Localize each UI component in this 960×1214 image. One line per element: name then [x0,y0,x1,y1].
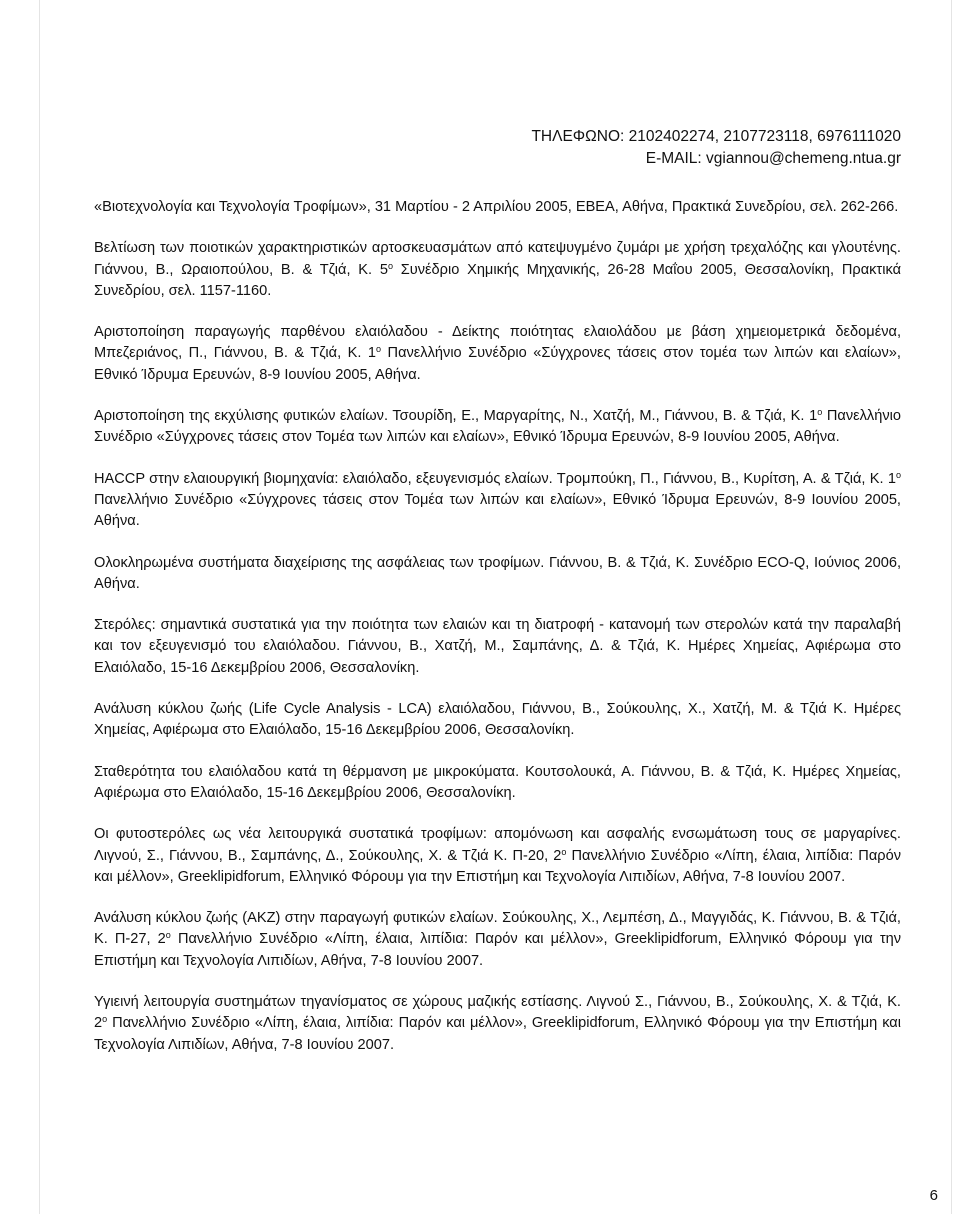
entry-text: Ανάλυση κύκλου ζωής (ΑΚΖ) στην παραγωγή φυτικών ελαίων. Σούκουλης, Χ., Λεμπέση, Δ., Μαγγιδάς, Κ. Γιάννου, Β. & Τζιά, Κ. Π-27, 2 [94,910,901,948]
publication-entry [94,322,901,386]
page-number: 6 [929,1187,938,1204]
entry-text-cont: Πανελλήνιο Συνέδριο «Λίπη, έλαια, λιπίδια: Παρόν και μέλλον», Greeklipidforum, Ελληνικό Φόρουμ για την Επιστήμη και Τεχνολογία Λιπιδίων, Αθήνα, 7-8 Ιουνίου 2007. [94,931,902,969]
entry-ordinal: ο [376,344,382,355]
entry-ordinal: ο [102,1014,108,1025]
entry-text: Βελτίωση των ποιοτικών χαρακτηριστικών αρτοσκευασμάτων από κατεψυγμένο ζυμάρι με χρήση τρεχαλόζης και γλουτένης. Γιάννου, Β., Ωραιοπούλου, Β. & Τζιά, Κ. 5 [94,240,901,278]
email-line: E-MAIL: vgiannou@chemeng.ntua.gr [645,150,901,167]
entry-text: Αριστοποίηση της εκχύλισης φυτικών ελαίων. Τσουρίδη, Ε., Μαργαρίτης, Ν., Χατζή, Μ., Γιάννου, Β. & Τζιά, Κ. 1 [94,408,818,425]
entry-text: Οι φυτοστερόλες ως νέα λειτουργικά συστατικά τροφίμων: απομόνωση και ασφαλής ενσωμάτωση τους σε μαργαρίνες. Λιγνού, Σ., Γιάννου, Β., Σαμπάνης, Δ., Σούκουλης, Χ. & Τζιά Κ. Π-20, 2 [94,826,901,864]
entry-text: Στερόλες: σημαντικά συστατικά για την ποιότητα των ελαιών και τη διατροφή - κατανομή των στερολών κατά την παραλαβή και τον εξευγενισμό του ελαιόλαδου. Γιάννου, Β., Χατζή, Μ., Σαμπάνης, Δ. & Τζιά, Κ. Ημέρες Χημείας, Αφιέρωμα στο Ελαιόλαδο, 15-16 Δεκεμβρίου 2006, Θεσσαλονίκη. [94,617,901,676]
publication-entry [94,615,901,679]
publication-entry [94,469,901,533]
entry-text: Σταθερότητα του ελαιόλαδου κατά τη θέρμανση με μικροκύματα. Κουτσολουκά, Α. Γιάννου, Β. & Τζιά, Κ. Ημέρες Χημείας, Αφιέρωμα στο Ελαιόλαδο, 15-16 Δεκεμβρίου 2006, Θεσσαλονίκη. [94,763,901,801]
entry-ordinal: ο [387,260,393,271]
entry-text: Ολοκληρωμένα συστήματα διαχείρισης της ασφάλειας των τροφίμων. Γιάννου, Β. & Τζιά, Κ. Συνέδριο ECO-Q, Ιούνιος 2006, Αθήνα. [94,554,901,592]
publication-entry [94,908,901,972]
publication-entry [94,824,901,888]
entry-text-cont: Συνέδριο Χημικής Μηχανικής, 26-28 Μαΐου 2005, Θεσσαλονίκη, Πρακτικά Συνεδρίου, σελ. 1157-1160. [94,261,901,299]
publication-entry [94,992,901,1056]
publication-entry [94,238,901,302]
publication-entry [94,553,901,596]
publication-entry [94,197,901,218]
entry-text-cont: Πανελλήνιο Συνέδριο «Σύγχρονες τάσεις στον Τομέα των λιπών και ελαίων», Εθνικό Ίδρυμα Ερευνών, 8-9 Ιουνίου 2005, Αθήνα. [94,491,901,530]
entry-ordinal: ο [561,846,567,857]
publication-entry [94,762,901,805]
contact-header [531,126,901,170]
publication-list [94,197,901,1076]
entry-text: Υγιεινή λειτουργία συστημάτων τηγανίσματος σε χώρους μαζικής εστίασης. Λιγνού Σ., Γιάννου, Β., Σούκουλης, Χ. & Τζιά, Κ. 2 [94,994,901,1032]
entry-text: «Βιοτεχνολογία και Τεχνολογία Τροφίμων», 31 Μαρτίου - 2 Απριλίου 2005, ΕΒΕΑ, Αθήνα, Πρακτικά Συνεδρίου, σελ. 262-266. [94,199,899,215]
entry-text: HACCP στην ελαιουργική βιομηχανία: ελαιόλαδο, εξευγενισμός ελαίων. Τρομπούκη, Π., Γιάννου, Β., Κυρίτση, Α. & Τζιά, Κ. 1 [94,470,896,487]
entry-text-cont: Πανελλήνιο Συνέδριο «Σύγχρονες τάσεις στον τομέα των λιπών και ελαίων», Εθνικό Ίδρυμα Ερευνών, 8-9 Ιουνίου 2005, Αθήνα. [94,345,901,383]
entry-ordinal: ο [165,930,171,941]
entry-text: Αριστοποίηση παραγωγής παρθένου ελαιόλαδου - Δείκτης ποιότητας ελαιολάδου με βάση χημειομετρικά δεδομένα, Μπεζεριάνος, Π., Γιάννου, Β. & Τζιά, Κ. 1 [94,324,901,362]
entry-text-cont: Πανελλήνιο Συνέδριο «Σύγχρονες τάσεις στον Τομέα των λιπών και ελαίων», Εθνικό Ίδρυμα Ερευνών, 8-9 Ιουνίου 2005, Αθήνα. [94,408,901,446]
publication-entry [94,406,901,449]
phone-line: ΤΗΛΕΦΩΝΟ: 2102402274, 2107723118, 6976111020 [531,128,901,145]
entry-ordinal: ο [817,407,823,418]
entry-text: Ανάλυση κύκλου ζωής (Life Cycle Analysis - LCA) ελαιόλαδου, Γιάννου, Β., Σούκουλης, Χ., Χατζή, Μ. & Τζιά Κ. Ημέρες Χημείας, Αφιέρωμα στο Ελαιόλαδο, 15-16 Δεκεμβρίου 2006, Θεσσαλονίκη. [94,701,901,739]
page-left-edge [39,0,40,1214]
publication-entry [94,699,901,742]
entry-ordinal: ο [895,469,901,480]
page-right-edge [951,0,952,1214]
entry-text-cont: Πανελλήνιο Συνέδριο «Λίπη, έλαια, λιπίδια: Παρόν και μέλλον», Greeklipidforum, Ελληνικό Φόρουμ για την Επιστήμη και Τεχνολογία Λιπιδίων, Αθήνα, 7-8 Ιουνίου 2007. [94,847,902,885]
entry-text-cont: Πανελλήνιο Συνέδριο «Λίπη, έλαια, λιπίδια: Παρόν και μέλλον», Greeklipidforum, Ελληνικό Φόρουμ για την Επιστήμη και Τεχνολογία Λιπιδίων, Αθήνα, 7-8 Ιουνίου 2007. [94,1015,901,1053]
